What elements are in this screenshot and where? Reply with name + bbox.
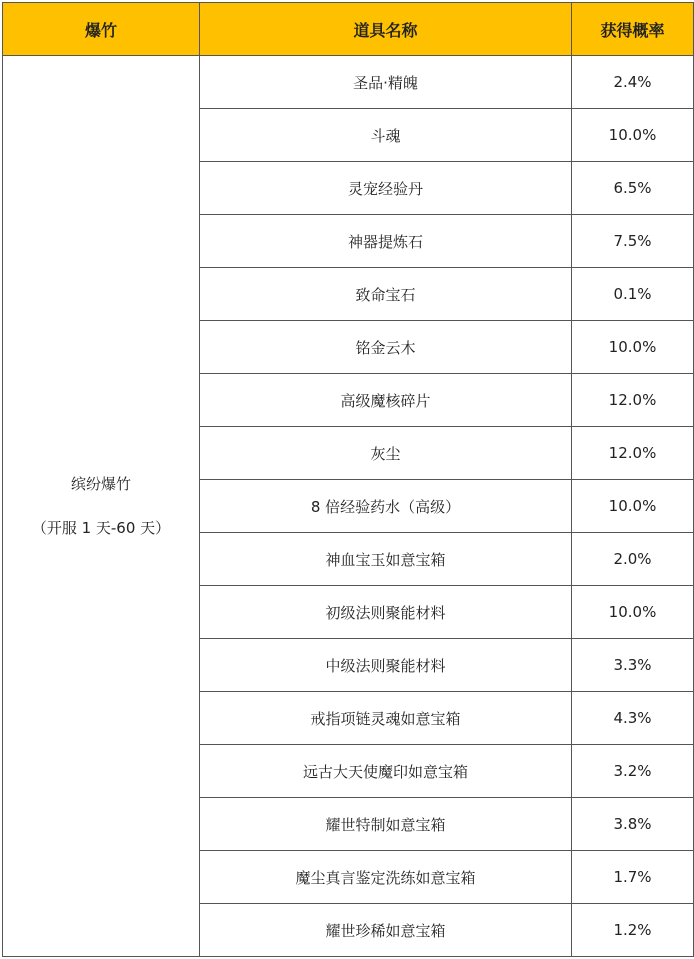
probability-cell: 12.0% xyxy=(572,427,694,480)
probability-cell: 2.4% xyxy=(572,56,694,109)
probability-cell: 0.1% xyxy=(572,268,694,321)
item-name-cell: 灵宠经验丹 xyxy=(200,162,572,215)
item-name-cell: 初级法则聚能材料 xyxy=(200,586,572,639)
item-name-cell: 高级魔核碎片 xyxy=(200,374,572,427)
group-cell xyxy=(3,56,200,957)
probability-cell: 1.2% xyxy=(572,904,694,957)
item-name-cell: 灰尘 xyxy=(200,427,572,480)
probability-cell: 12.0% xyxy=(572,374,694,427)
group-period: （开服 1 天-60 天） xyxy=(31,519,171,537)
probability-cell: 4.3% xyxy=(572,692,694,745)
table-row xyxy=(3,56,694,109)
item-name-cell: 圣品·精魄 xyxy=(200,56,572,109)
table-body xyxy=(3,56,694,957)
item-name-cell: 耀世珍稀如意宝箱 xyxy=(200,904,572,957)
item-name-cell: 魔尘真言鉴定洗练如意宝箱 xyxy=(200,851,572,904)
probability-cell: 3.3% xyxy=(572,639,694,692)
drop-rate-table xyxy=(2,2,694,957)
probability-cell: 6.5% xyxy=(572,162,694,215)
probability-cell: 10.0% xyxy=(572,586,694,639)
header-item-name: 道具名称 xyxy=(200,3,572,56)
item-name-cell: 中级法则聚能材料 xyxy=(200,639,572,692)
item-name-cell: 铭金云木 xyxy=(200,321,572,374)
header-probability: 获得概率 xyxy=(572,3,694,56)
probability-cell: 1.7% xyxy=(572,851,694,904)
header-row xyxy=(3,3,694,56)
item-name-cell: 斗魂 xyxy=(200,109,572,162)
item-name-cell: 远古大天使魔印如意宝箱 xyxy=(200,745,572,798)
item-name-cell: 耀世特制如意宝箱 xyxy=(200,798,572,851)
probability-cell: 10.0% xyxy=(572,321,694,374)
item-name-cell: 神器提炼石 xyxy=(200,215,572,268)
table-header xyxy=(3,3,694,56)
item-name-cell: 戒指项链灵魂如意宝箱 xyxy=(200,692,572,745)
item-name-cell: 致命宝石 xyxy=(200,268,572,321)
probability-cell: 3.2% xyxy=(572,745,694,798)
probability-cell: 10.0% xyxy=(572,109,694,162)
item-name-cell: 神血宝玉如意宝箱 xyxy=(200,533,572,586)
probability-cell: 10.0% xyxy=(572,480,694,533)
probability-cell: 3.8% xyxy=(572,798,694,851)
probability-cell: 2.0% xyxy=(572,533,694,586)
probability-cell: 7.5% xyxy=(572,215,694,268)
group-name: 缤纷爆竹 xyxy=(70,475,131,493)
header-category: 爆竹 xyxy=(3,3,200,56)
item-name-cell: 8 倍经验药水（高级） xyxy=(200,480,572,533)
